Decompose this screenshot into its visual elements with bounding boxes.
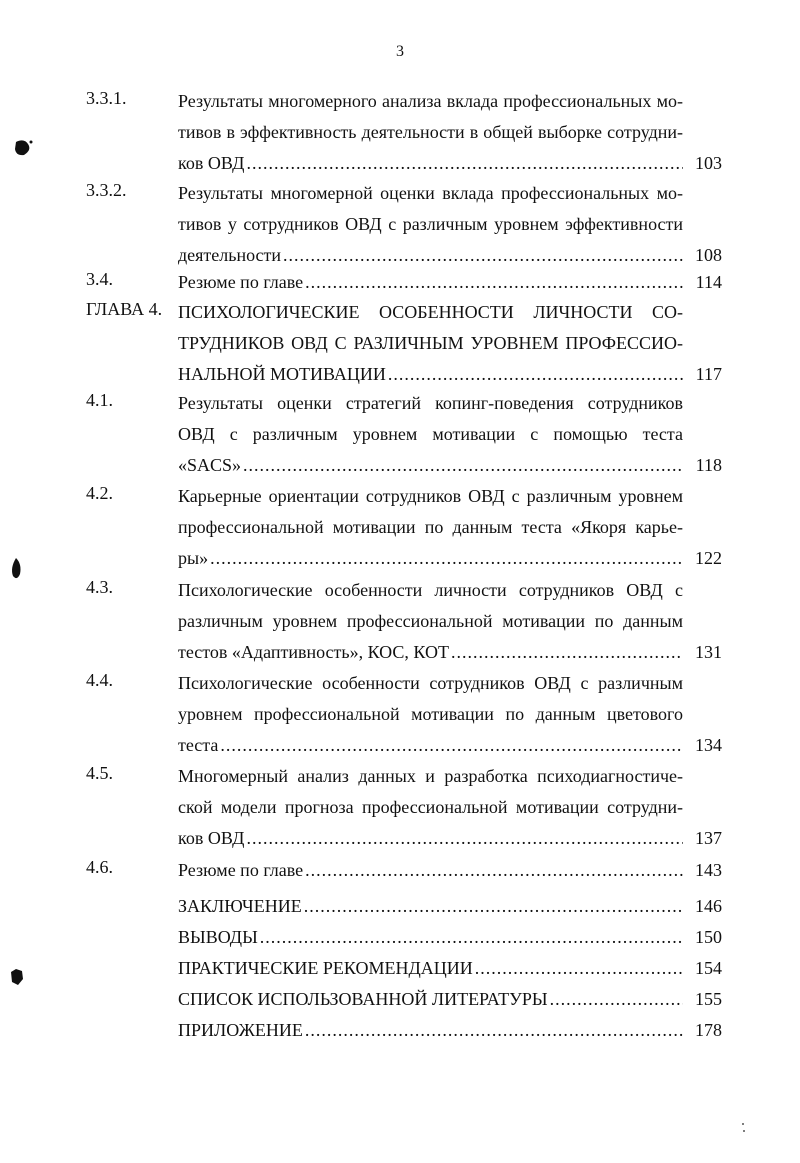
toc-entry-text: ПРАКТИЧЕСКИЕ РЕКОМЕНДАЦИИ [178,958,473,978]
toc-entry-text: теста [178,735,219,755]
toc-entry-last-line [178,986,683,1012]
toc-entry-text: Резюме по главе [178,272,304,292]
toc-entry-text: НАЛЬНОЙ МОТИВАЦИИ [178,364,386,384]
dot-leader [305,269,683,295]
dot-leader [451,639,683,665]
toc-entry-page: 117 [695,364,722,384]
dot-leader [305,857,683,883]
toc-entry-page: 122 [695,548,722,568]
toc-entry-page: 143 [695,860,722,880]
toc-entry-number: 4.3. [86,577,113,597]
toc-entry-text: ЗАКЛЮЧЕНИЕ [178,896,302,916]
toc-entry-text: ВЫВОДЫ [178,927,258,947]
toc-entry-page: 134 [695,735,722,755]
toc-entry-text: тестов «Адаптивность», КОС, КОТ [178,642,449,662]
toc-entry-line: Психологические особенности сотрудников ОВД с различным [178,673,683,693]
toc-entry-last-line [178,545,683,571]
toc-entry-last-line [178,639,683,665]
toc-entry-number: 4.6. [86,857,113,877]
toc-entry-text: ПРИЛОЖЕНИЕ [178,1020,303,1040]
toc-entry-page: 131 [695,642,722,662]
toc-entry-number: ГЛАВА 4. [86,299,163,319]
toc-entry-line: ПСИХОЛОГИЧЕСКИЕ ОСОБЕННОСТИ ЛИЧНОСТИ СО- [178,302,683,322]
toc-entry-number: 4.1. [86,390,113,410]
toc-entry-number: 3.3.2. [86,180,127,200]
dot-leader [304,893,683,919]
toc-entry-text: «SACS» [178,455,242,475]
toc-entry-line: Результаты многомерной оценки вклада профессиональных мо- [178,183,683,203]
toc-entry-page: 137 [695,828,722,848]
toc-entry-last-line [178,361,683,387]
toc-entry-last-line [178,732,683,758]
scan-mark-icon [8,556,24,582]
toc-entry-line: Психологические особенности личности сотрудников ОВД с [178,580,683,600]
toc-entry-last-line [178,955,683,981]
toc-entry-text: ков ОВД [178,828,245,848]
scan-mark-icon [8,966,26,988]
toc-entry-line: Результаты оценки стратегий копинг-поведения сотрудников [178,393,683,413]
toc-entry-text: ков ОВД [178,153,245,173]
toc-entry-number: 4.5. [86,763,113,783]
dot-leader [475,955,683,981]
toc-entry-text: ры» [178,548,209,568]
toc-entry-line: ской модели прогноза профессиональной мотивации сотрудни- [178,797,683,817]
scan-mark-icon [12,138,34,158]
toc-entry-number: 3.3.1. [86,88,127,108]
toc-entry-last-line [178,269,683,295]
scan-speck-icon [740,1120,748,1134]
dot-leader [550,986,683,1012]
toc-entry-last-line [178,1017,683,1043]
page-number: 3 [396,43,404,60]
toc-entry-last-line [178,924,683,950]
toc-entry-page: 118 [695,455,722,475]
dot-leader [246,150,683,176]
toc-entry-text: Резюме по главе [178,860,304,880]
dot-leader [388,361,683,387]
toc-entry-line: Результаты многомерного анализа вклада профессиональных мо- [178,91,683,111]
toc-entry-page: 103 [695,153,722,173]
toc-entry-number: 4.2. [86,483,113,503]
dot-leader [210,545,683,571]
toc-entry-line: различным уровнем профессиональной мотивации по данным [178,611,683,631]
toc-entry-last-line [178,825,683,851]
toc-entry-line: тивов в эффективность деятельности в общей выборке сотрудни- [178,122,683,142]
toc-entry-line: Многомерный анализ данных и разработка психодиагностиче- [178,766,683,786]
toc-entry-line: Карьерные ориентации сотрудников ОВД с различным уровнем [178,486,683,506]
toc-entry-page: 108 [695,245,722,265]
toc-entry-line: уровнем профессиональной мотивации по данным цветового [178,704,683,724]
toc-entry-page: 178 [695,1020,722,1040]
toc-entry-page: 154 [695,958,722,978]
toc-entry-line: ТРУДНИКОВ ОВД С РАЗЛИЧНЫМ УРОВНЕМ ПРОФЕССИО- [178,333,683,353]
toc-entry-line: тивов у сотрудников ОВД с различным уровнем эффективности [178,214,683,234]
dot-leader [260,924,683,950]
toc-entry-last-line [178,452,683,478]
toc-entry-last-line [178,242,683,268]
dot-leader [305,1017,683,1043]
toc-entry-page: 146 [695,896,722,916]
toc-entry-text: деятельности [178,245,282,265]
dot-leader [283,242,683,268]
dot-leader [243,452,683,478]
toc-entry-number: 3.4. [86,269,113,289]
toc-entry-line: профессиональной мотивации по данным теста «Якоря карье- [178,517,683,537]
dot-leader [246,825,683,851]
toc-entry-text: СПИСОК ИСПОЛЬЗОВАННОЙ ЛИТЕРАТУРЫ [178,989,548,1009]
toc-entry-last-line [178,857,683,883]
toc-entry-last-line [178,150,683,176]
toc-entry-number: 4.4. [86,670,113,690]
toc-entry-line: ОВД с различным уровнем мотивации с помощью теста [178,424,683,444]
toc-entry-last-line [178,893,683,919]
toc-entry-page: 114 [695,272,722,292]
toc-entry-page: 155 [695,989,722,1009]
toc-entry-page: 150 [695,927,722,947]
dot-leader [220,732,683,758]
